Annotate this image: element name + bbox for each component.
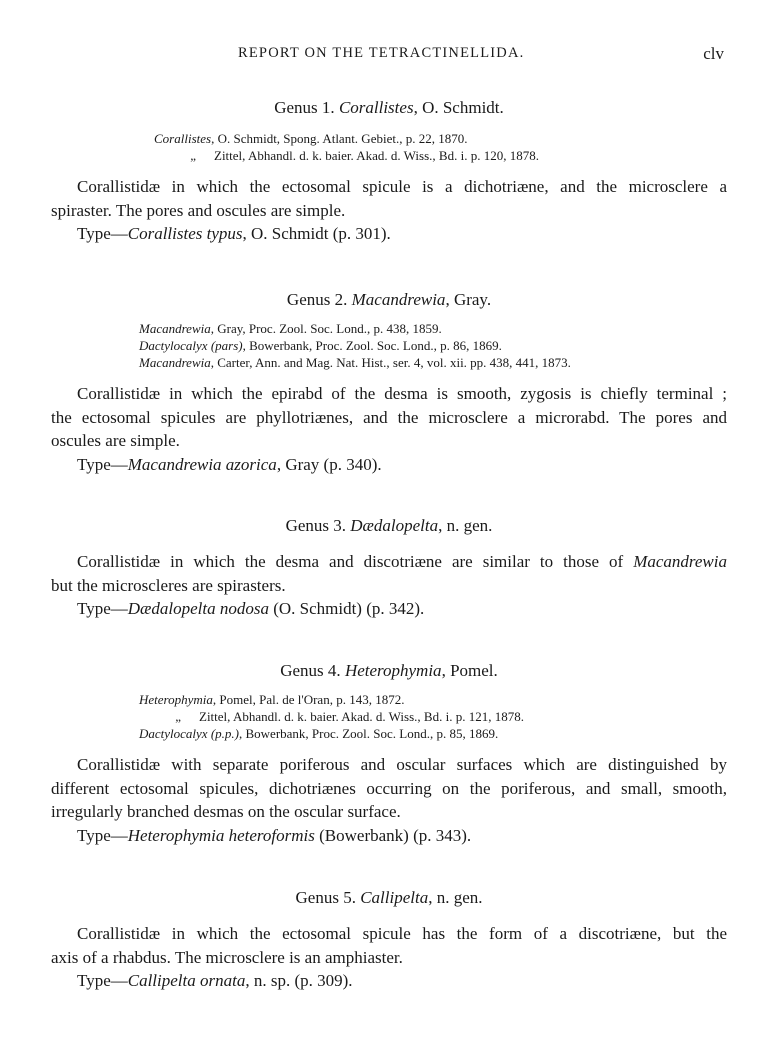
synonymy-entry: Heterophymia, Pomel, Pal. de l'Oran, p. 143, 1872. bbox=[139, 692, 405, 707]
genus-heading: Genus 4. Heterophymia, Pomel. bbox=[280, 661, 498, 680]
type-species: Type—Heterophymia heteroformis (Bowerbank) (p. 343). bbox=[77, 825, 472, 845]
synonymy-entry: „ Zittel, Abhandl. d. k. baier. Akad. d. Wiss., Bd. i. p. 121, 1878. bbox=[175, 709, 524, 724]
running-title: REPORT ON THE TETRACTINELLIDA. bbox=[238, 45, 525, 61]
synonymy-entry: Dactylocalyx (pars), Bowerbank, Proc. Zool. Soc. Lond., p. 86, 1869. bbox=[139, 338, 502, 353]
synonymy-entry: Macandrewia, Gray, Proc. Zool. Soc. Lond., p. 438, 1859. bbox=[139, 321, 442, 336]
synonymy-list bbox=[51, 691, 727, 742]
genus-2-section bbox=[51, 290, 727, 476]
genus-heading: Genus 2. Macandrewia, Gray. bbox=[286, 290, 492, 309]
type-species: Type—Dædalopelta nodosa (O. Schmidt) (p. 342). bbox=[77, 599, 425, 619]
genus-3-section bbox=[51, 516, 727, 621]
synonymy-entry: Corallistes, O. Schmidt, Spong. Atlant. Gebiet., p. 22, 1870. bbox=[154, 131, 468, 146]
running-header bbox=[0, 45, 776, 67]
type-species: Type—Callipelta ornata, n. sp. (p. 309). bbox=[77, 971, 353, 991]
description-line: Corallistidæ in which the desma and discotriæne are similar to those of Macandrewia bbox=[77, 552, 727, 571]
genus-description: Corallistidæ in which the desma and discotriæne are similar to those of Macandrewia but the microscleres are spirasters. bbox=[51, 552, 727, 595]
type-species: Type—Corallistes typus, O. Schmidt (p. 301). bbox=[77, 224, 391, 244]
genus-heading: Genus 3. Dædalopelta, n. gen. bbox=[285, 516, 493, 535]
genus-heading: Genus 1. Corallistes, O. Schmidt. bbox=[274, 98, 504, 117]
synonymy-list bbox=[51, 320, 727, 371]
synonymy-list bbox=[51, 130, 727, 164]
page-number: clv bbox=[703, 44, 724, 63]
genus-5-section bbox=[51, 888, 727, 993]
genus-heading: Genus 5. Callipelta, n. gen. bbox=[295, 888, 483, 907]
genus-4-section bbox=[51, 661, 727, 847]
type-species: Type—Macandrewia azorica, Gray (p. 340). bbox=[77, 454, 382, 474]
genus-description: Corallistidæ in which the ectosomal spicule has the form of a discotriæne, but the axis of a rhabdus. The microsclere is an amphiaster. bbox=[51, 924, 727, 967]
genus-description: Corallistidæ in which the epirabd of the desma is smooth, zygosis is chiefly terminal ; the ectosomal spicules are phyllotriænes, and the microsclere a microrabd. The pores and oscules are simple. bbox=[51, 384, 727, 451]
genus-1-section bbox=[51, 98, 727, 246]
synonymy-entry: Macandrewia, Carter, Ann. and Mag. Nat. Hist., ser. 4, vol. xii. pp. 438, 441, 1873. bbox=[139, 355, 571, 370]
genus-description: Corallistidæ in which the ectosomal spicule is a dichotriæne, and the microsclere a spiraster. The pores and oscules are simple. bbox=[51, 177, 727, 220]
genus-description: Corallistidæ with separate poriferous and oscular surfaces which are distinguished by different ectosomal spicules, dichotriænes occurring on the poriferous, and small, smooth, irregularly branched desmas on the oscular surface. bbox=[51, 755, 727, 822]
synonymy-entry: „ Zittel, Abhandl. d. k. baier. Akad. d. Wiss., Bd. i. p. 120, 1878. bbox=[190, 148, 539, 163]
synonymy-entry: Dactylocalyx (p.p.), Bowerbank, Proc. Zool. Soc. Lond., p. 85, 1869. bbox=[139, 726, 499, 741]
